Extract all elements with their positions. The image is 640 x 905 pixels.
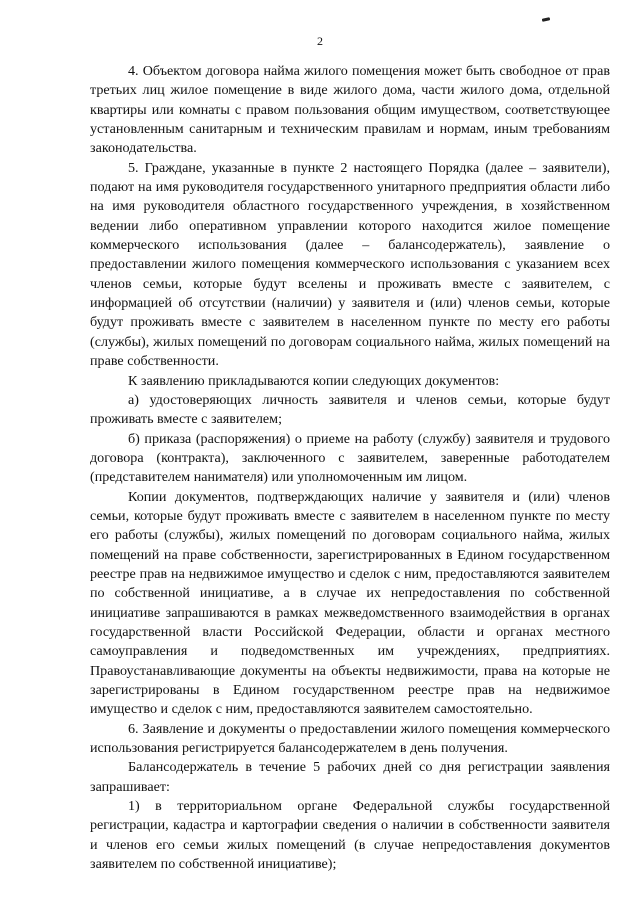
paragraph-document-copies: Копии документов, подтверждающих наличие у заявителя и (или) членов семьи, которые будут проживать вместе с заявителем в населенном пункте по месту его работы (службы), жилых помещений по договорам социального найма, жилых помещений на праве собственности, зарегистрированных в Едином государственном реестре прав на недвижимое имущество и сделок с ним, предоставляются заявителем по собственной инициативе, а в случае их непредоставления по собственной инициативе запрашиваются в рамках межведомственного взаимодействия в органах государственной власти Российской Федерации, области и органах местного самоуправления и подведомственных им учреждениях, предприятиях. Правоустанавливающие документы на объекты недвижимости, права на которые не зарегистрированы в Едином государственном реестре прав на недвижимое имущество и сделок с ним, предоставляются заявителем самостоятельно.: [90, 488, 610, 718]
paragraph-request-1: 1) в территориальном органе Федеральной службы государственной регистрации, кадастра и картографии сведения о наличии в собственности заявителя и членов его семьи жилых помещений (в случае непредоставления документов заявителем по собственной инициативе);: [90, 798, 610, 873]
page-number: 2: [317, 34, 323, 48]
paragraph-attachments-intro: К заявлению прикладываются копии следующих документов:: [128, 372, 500, 389]
paragraph-6-registration: 6. Заявление и документы о предоставлении жилого помещения коммерческого использования регистрируется балансодержателем в день получения.: [90, 720, 610, 757]
paragraph-attachment-a: а) удостоверяющих личность заявителя и членов семьи, которые будут проживать вместе с заявителем;: [90, 391, 610, 428]
scan-mark: [542, 17, 550, 22]
paragraph-requests-intro: Балансодержатель в течение 5 рабочих дней со дня регистрации заявления запрашивает:: [90, 759, 610, 795]
paragraph-attachment-b: б) приказа (распоряжения) о приеме на работу (службу) заявителя и трудового договора (контракта), заключенного с заявителем, заверенные работодателем (представителем нанимателя) или уполномоченным им лицом.: [90, 430, 610, 486]
paragraph-4-object: 4. Объектом договора найма жилого помещения может быть свободное от прав третьих лиц жилое помещение в виде жилого дома, части жилого дома, отдельной квартиры или комнаты с правом пользования общим имуществом, соответствующее установленным санитарным и техническим правилам и нормам, иным требованиям законодательства.: [90, 63, 610, 157]
paragraph-5-applicants: 5. Граждане, указанные в пункте 2 настоящего Порядка (далее – заявители), подают на имя руководителя государственного унитарного предприятия области либо на имя руководителя областного государственного учреждения, в хозяйственном ведении либо оперативном управлении которого находится жилое помещение коммерческого использования (далее – балансодержатель), заявление о предоставлении жилого помещения коммерческого использования с указанием всех членов семьи, которые будут вселены и проживать вместе с заявителем, с информацией об отсутствии (наличии) у заявителя и (или) членов семьи, которые будут проживать вместе с заявителем в населенном пункте по месту его работы (службы), жилых помещений по договорам социального найма, жилых помещений на праве собственности.: [90, 159, 610, 370]
